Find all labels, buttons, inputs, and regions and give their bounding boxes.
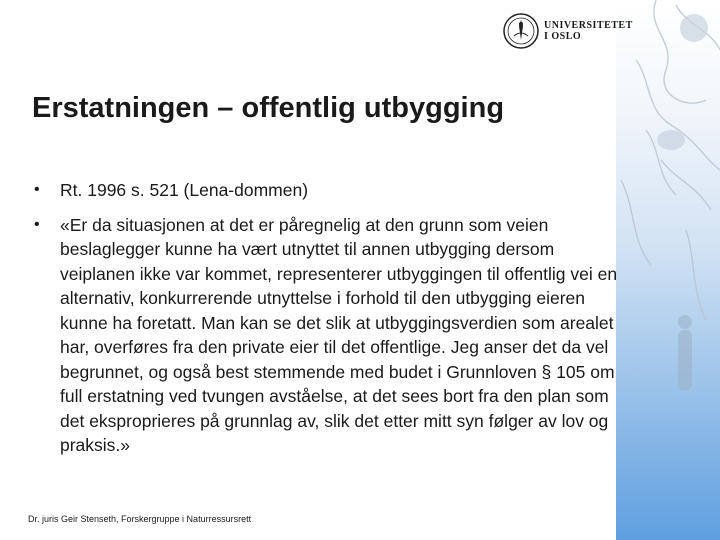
- logo-wordmark: [544, 20, 633, 42]
- statue-relief-illustration: [616, 0, 720, 540]
- slide-title: Erstatningen – offentlig utbygging: [32, 92, 505, 124]
- logo-line-2: I OSLO: [544, 31, 582, 42]
- bullet-text: «Er da situasjonen at det er påregnelig at den grunn som veien beslaglegger kunne ha vært utnyttet til annen utbygging dersom veiplanen ikke var kommet, representerer utbyggingen til offentlig vei en alternativ, konkurrerende utnyttelse i forhold til den utbygging eieren kunne ha foretatt. Man kan se det slik at utbyggingsverdien som arealet har, overføres fra den private eier til det offentlige. Jeg anser det da vel begrunnet, og også best stemmende med budet i Grunnloven § 105 om full erstatning ved tvungen avståelse, at det sees bort fra den plan som det eksproprieres på grunnlag av, slik det etter mitt syn følger av lov og praksis.»: [60, 214, 618, 455]
- bullet-text: Rt. 1996 s. 521 (Lena-dommen): [60, 180, 309, 200]
- decorative-side-artwork: [616, 0, 720, 540]
- bullet-item-quote: [34, 213, 624, 458]
- bullet-marker: •: [34, 215, 40, 233]
- university-seal-icon: [502, 10, 540, 52]
- bullet-marker: •: [34, 181, 40, 198]
- university-logo: [502, 10, 642, 52]
- bullet-item-case-reference: [34, 178, 624, 203]
- bullet-list: [34, 178, 624, 468]
- logo-line-1: UNIVERSITETET: [544, 20, 633, 31]
- slide-footer: Dr. juris Geir Stenseth, Forskergruppe i Naturressursrett: [28, 514, 252, 524]
